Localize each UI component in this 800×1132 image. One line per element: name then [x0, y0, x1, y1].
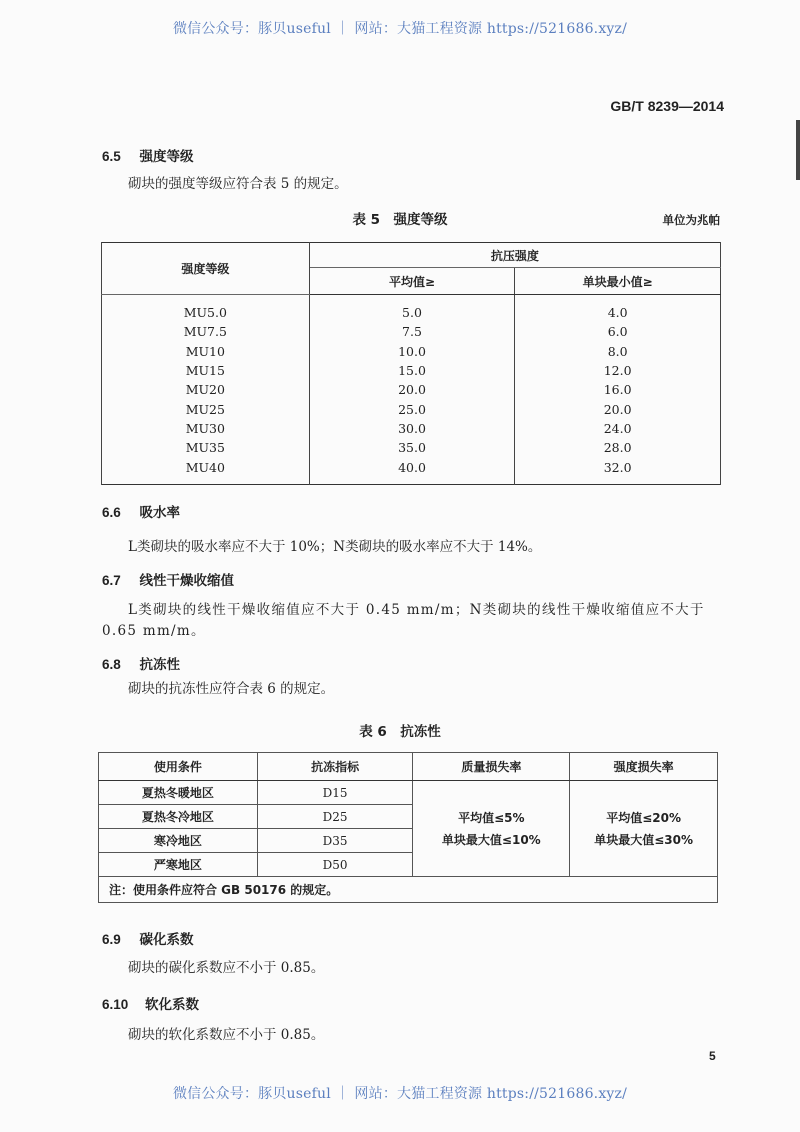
section-text-6-9: 砌块的碳化系数应不小于 0.85。	[128, 960, 325, 976]
section-heading-6-5	[102, 145, 193, 165]
min-cell: 16.0	[515, 380, 721, 399]
table-row	[102, 295, 721, 323]
min-cell: 6.0	[515, 322, 721, 341]
avg-cell: 5.0	[309, 295, 515, 323]
min-cell: 12.0	[515, 361, 721, 380]
index-cell: D50	[257, 853, 413, 877]
table5-header-average: 平均值≥	[309, 268, 515, 295]
table6-header-strength-loss: 强度损失率	[570, 753, 718, 781]
table-row	[102, 399, 721, 418]
min-cell: 24.0	[515, 419, 721, 438]
avg-cell: 10.0	[309, 342, 515, 361]
section-title: 吸水率	[139, 505, 180, 521]
section-heading-6-10	[102, 993, 199, 1013]
section-text-6-10: 砌块的软化系数应不小于 0.85。	[128, 1027, 325, 1043]
grade-cell: MU30	[102, 419, 310, 438]
table-row	[102, 438, 721, 457]
mass-loss-avg: 平均值≤5%	[458, 810, 525, 825]
table6-caption: 表 6 抗冻性	[359, 724, 441, 740]
section-title: 线性干燥收缩值	[139, 573, 234, 589]
min-cell: 4.0	[515, 295, 721, 323]
min-cell: 8.0	[515, 342, 721, 361]
table-row	[102, 342, 721, 361]
section-title: 软化系数	[144, 997, 199, 1013]
table6-header-mass-loss: 质量损失率	[413, 753, 570, 781]
table6-header-index: 抗冻指标	[257, 753, 413, 781]
grade-cell: MU40	[102, 457, 310, 484]
section-title: 抗冻性	[139, 657, 180, 673]
condition-cell: 寒冷地区	[99, 829, 258, 853]
table5-header-compressive-strength: 抗压强度	[309, 243, 720, 268]
section-text-6-6: L类砌块的吸水率应不大于 10%；N类砌块的吸水率应不大于 14%。	[128, 539, 542, 555]
condition-cell: 夏热冬冷地区	[99, 805, 258, 829]
grade-cell: MU15	[102, 361, 310, 380]
section-text-6-7: L类砌块的线性干燥收缩值应不大于 0.45 mm/m；N类砌块的线性干燥收缩值应不大于 0.65 mm/m。	[102, 602, 705, 639]
table6-header-condition: 使用条件	[99, 753, 258, 781]
section-heading-6-7	[102, 569, 234, 589]
table5-header-single-min: 单块最小值≥	[515, 268, 721, 295]
section-heading-6-8	[102, 653, 180, 673]
table-row	[99, 781, 718, 805]
table-row	[102, 322, 721, 341]
table-row	[102, 380, 721, 399]
standard-code-header: GB/T 8239—2014	[610, 98, 724, 114]
section-text-6-8: 砌块的抗冻性应符合表 6 的规定。	[128, 681, 335, 697]
strength-loss-max: 单块最大值≤30%	[594, 832, 693, 847]
table6-frost-resistance	[98, 752, 718, 903]
table5-unit: 单位为兆帕	[662, 213, 720, 227]
grade-cell: MU7.5	[102, 322, 310, 341]
avg-cell: 20.0	[309, 380, 515, 399]
scan-edge-mark	[796, 120, 800, 180]
avg-cell: 7.5	[309, 322, 515, 341]
avg-cell: 15.0	[309, 361, 515, 380]
section-number: 6.7	[102, 573, 121, 588]
avg-cell: 30.0	[309, 419, 515, 438]
avg-cell: 35.0	[309, 438, 515, 457]
grade-cell: MU35	[102, 438, 310, 457]
grade-cell: MU10	[102, 342, 310, 361]
section-number: 6.10	[102, 997, 129, 1012]
section-title: 强度等级	[139, 149, 194, 165]
table-row	[102, 419, 721, 438]
table5-header-grade: 强度等级	[102, 243, 310, 295]
avg-cell: 25.0	[309, 399, 515, 418]
section-number: 6.5	[102, 149, 121, 164]
min-cell: 20.0	[515, 399, 721, 418]
watermark-top: 微信公众号：豚贝useful ｜ 网站：大猫工程资源 https://521686.xyz/	[172, 21, 628, 37]
section-number: 6.9	[102, 932, 121, 947]
mass-loss-max: 单块最大值≤10%	[441, 832, 541, 847]
table-row	[102, 457, 721, 484]
index-cell: D35	[257, 829, 413, 853]
section-number: 6.8	[102, 657, 121, 672]
grade-cell: MU5.0	[102, 295, 310, 323]
section-heading-6-9	[102, 928, 193, 948]
section-number: 6.6	[102, 505, 121, 520]
table-row	[102, 361, 721, 380]
section-text-6-5: 砌块的强度等级应符合表 5 的规定。	[128, 176, 348, 192]
strength-loss-avg: 平均值≤20%	[606, 810, 681, 825]
min-cell: 32.0	[515, 457, 721, 484]
condition-cell: 夏热冬暖地区	[99, 781, 258, 805]
index-cell: D25	[257, 805, 413, 829]
strength-loss-cell	[570, 781, 718, 877]
table5-strength-grades	[101, 242, 721, 485]
watermark-bottom: 微信公众号：豚贝useful ｜ 网站：大猫工程资源 https://521686.xyz/	[172, 1086, 628, 1102]
table5-caption: 表 5 强度等级	[352, 212, 448, 228]
condition-cell: 严寒地区	[99, 853, 258, 877]
section-heading-6-6	[102, 501, 180, 521]
avg-cell: 40.0	[309, 457, 515, 484]
mass-loss-cell	[413, 781, 570, 877]
table6-note: 注：使用条件应符合 GB 50176 的规定。	[99, 877, 718, 903]
min-cell: 28.0	[515, 438, 721, 457]
grade-cell: MU20	[102, 380, 310, 399]
page-number: 5	[709, 1049, 716, 1063]
grade-cell: MU25	[102, 399, 310, 418]
section-title: 碳化系数	[139, 932, 194, 948]
index-cell: D15	[257, 781, 413, 805]
